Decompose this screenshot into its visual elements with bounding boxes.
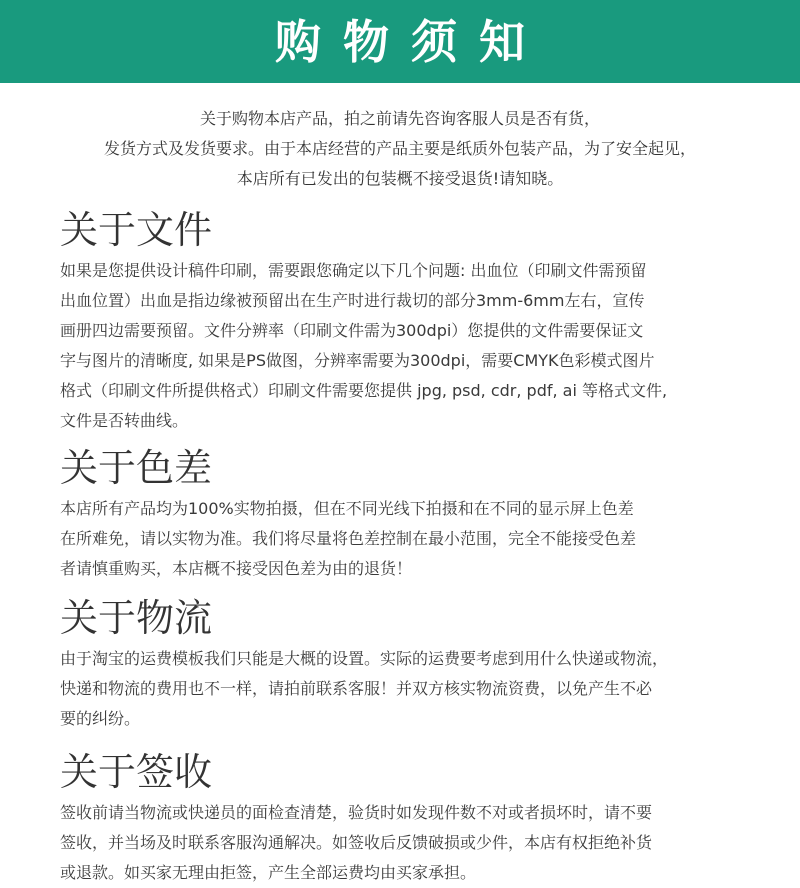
- body-line: 如果是您提供设计稿件印刷，需要跟您确定以下几个问题: 出血位（印刷文件需预留: [60, 261, 647, 280]
- body-line: 本店所有产品均为100%实物拍摄，但在不同光线下拍摄和在不同的显示屏上色差: [60, 499, 634, 518]
- section-title-logistics: 关于物流: [60, 596, 213, 640]
- body-line: 要的纠纷。: [60, 709, 141, 728]
- section-files: [0, 208, 800, 436]
- intro-line: 本店所有已发出的包装概不接受退货!请知晓。: [236, 169, 564, 188]
- body-line: 者请慎重购买，本店概不接受因色差为由的退货！: [60, 559, 413, 578]
- body-line: 或退款。如买家无理由拒签，产生全部运费均由买家承担。: [60, 863, 477, 882]
- section-color-difference: [0, 446, 800, 584]
- section-body-sign: [60, 798, 758, 888]
- body-line: 在所难免，请以实物为准。我们将尽量将色差控制在最小范围，完全不能接受色差: [60, 529, 637, 548]
- section-title-sign: 关于签收: [60, 750, 213, 794]
- intro-line: 关于购物本店产品，拍之前请先咨询客服人员是否有货，: [199, 109, 600, 128]
- header-banner: [0, 0, 800, 83]
- body-line: 快递和物流的费用也不一样，请拍前联系客服！并双方核实物流资费，以免产生不必: [60, 679, 653, 698]
- body-line: 格式（印刷文件所提供格式）印刷文件需要您提供 jpg, psd, cdr, pdf, ai 等格式文件,: [60, 381, 668, 400]
- body-line: 出血位置）出血是指边缘被预留出在生产时进行裁切的部分3mm-6mm左右，宣传: [60, 291, 645, 310]
- page-title: 购物须知: [275, 14, 547, 69]
- body-line: 签收前请当物流或快递员的面检查清楚，验货时如发现件数不对或者损坏时，请不要: [60, 803, 653, 822]
- section-sign-receipt: [0, 750, 800, 888]
- section-body-color: [60, 494, 758, 584]
- body-line: 签收，并当场及时联系客服沟通解决。如签收后反馈破损或少件，本店有权拒绝补货: [60, 833, 653, 852]
- section-body-files: [60, 256, 758, 436]
- body-line: 由于淘宝的运费模板我们只能是大概的设置。实际的运费要考虑到用什么快递或物流，: [60, 649, 669, 668]
- section-title-files: 关于文件: [60, 208, 213, 252]
- intro-notice: [0, 83, 800, 194]
- section-body-logistics: [60, 644, 758, 734]
- body-line: 画册四边需要预留。文件分辨率（印刷文件需为300dpi）您提供的文件需要保证文: [60, 321, 644, 340]
- section-title-color: 关于色差: [60, 446, 213, 490]
- section-logistics: [0, 596, 800, 734]
- body-line: 字与图片的清晰度, 如果是PS做图，分辨率需要为300dpi，需要CMYK色彩模式图片: [60, 351, 655, 370]
- intro-line: 发货方式及发货要求。由于本店经营的产品主要是纸质外包装产品，为了安全起见，: [103, 139, 696, 158]
- body-line: 文件是否转曲线。: [60, 411, 189, 430]
